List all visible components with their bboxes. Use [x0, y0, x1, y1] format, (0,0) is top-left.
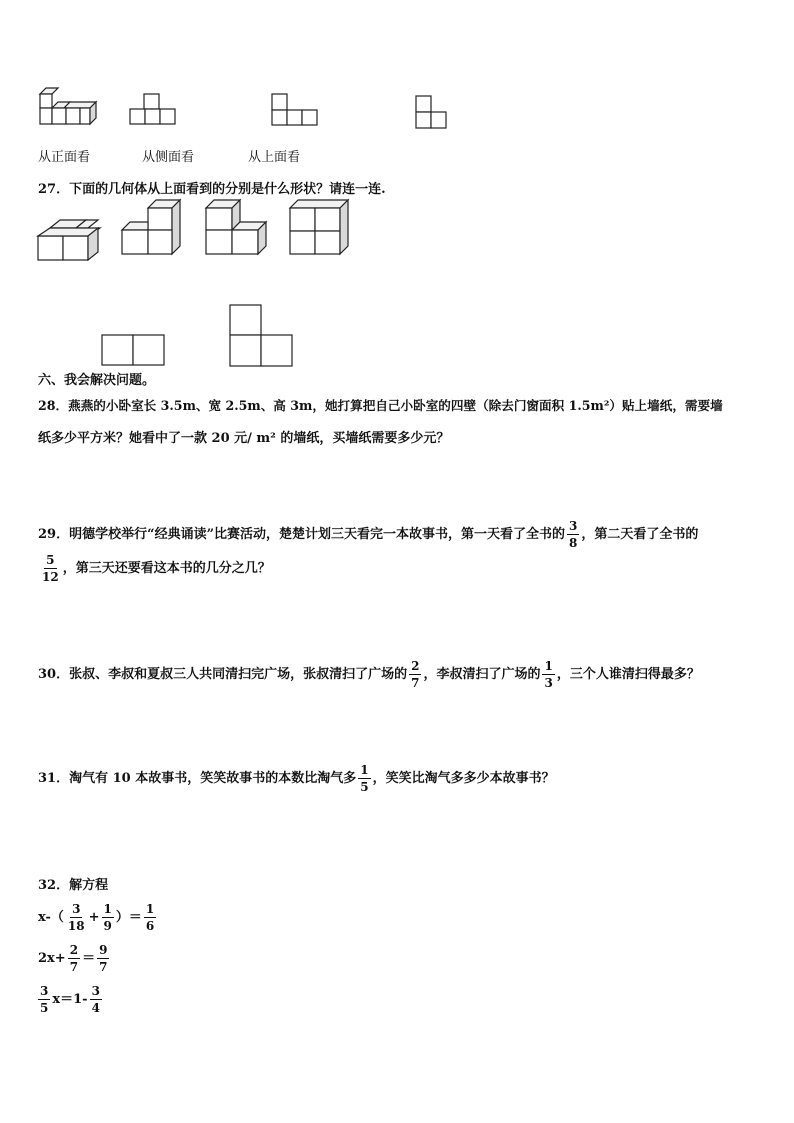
q27-text: 27．下面的几何体从上面看到的分别是什么形状？请连一连.	[38, 182, 386, 197]
top-view-figure	[272, 94, 322, 130]
q29-text-2: ，第二天看了全书的	[581, 527, 699, 542]
equation-2: 2x+ $\frac{2}{7}$ ＝ $\frac{9}{7}$	[38, 943, 108, 974]
view-label-front: 从正面看	[38, 150, 91, 165]
fraction: $\frac{1}{9}$	[103, 902, 112, 933]
q30-text-3: ，三个人谁清扫得最多？	[556, 667, 700, 682]
q28-line1: 28．燕燕的小卧室长 3.5m、宽 2.5m、高 3m，她打算把自己小卧室的四壁（除去门窗面积 1.5m²）贴上墙纸，需要墙	[38, 398, 723, 413]
fraction: $\frac{3}{4}$	[91, 984, 100, 1015]
fraction: $\frac{2}{7}$	[69, 943, 79, 974]
fraction: $\frac{3}{18}$	[67, 902, 85, 933]
view-label-side: 从侧面看	[142, 150, 195, 165]
fraction: $\frac{1}{5}$	[360, 763, 369, 794]
answer-shape-l-shape	[230, 305, 294, 369]
equation-1: x-（ $\frac{3}{18}$ + $\frac{1}{9}$ ）＝ $\frac{1}{6}$	[38, 902, 155, 933]
section-title: 六、我会解决问题。	[38, 373, 156, 388]
q30-text-1: 30．张叔、李叔和夏叔三人共同清扫完广场，张叔清扫了广场的	[38, 667, 408, 682]
equation-3: $\frac{3}{5}$ x＝1- $\frac{3}{4}$	[40, 984, 100, 1015]
answer-shape-two-squares	[102, 335, 166, 367]
q29-text-1: 29．明德学校举行“经典诵读”比赛活动，楚楚计划三天看完一本故事书，第一天看了全书的	[38, 527, 566, 542]
q29-text-3: ，第三天还要看这本书的几分之几？	[62, 561, 271, 576]
solid-figure-4	[290, 198, 354, 262]
view-label-top: 从上面看	[248, 150, 301, 165]
fraction: $\frac{3}{8}$	[569, 519, 578, 550]
fraction: $\frac{5}{12}$	[42, 553, 59, 584]
q31-text-1: 31．淘气有 10 本故事书，笑笑故事书的本数比淘气多	[38, 771, 357, 786]
q28-line2: 纸多少平方米？她看中了一款 20 元/ m² 的墙纸，买墙纸需要多少元？	[38, 431, 450, 446]
q29-line2	[38, 554, 271, 583]
answer-view-figure	[416, 96, 452, 132]
q32-title: 32．解方程	[38, 878, 109, 893]
q31-text-2: ，笑笑比淘气多多少本故事书？	[372, 771, 555, 786]
q29-line1	[38, 520, 698, 549]
side-view-figure	[130, 94, 180, 130]
fraction: $\frac{2}{7}$	[411, 659, 420, 690]
q30-text-2: ，李叔清扫了广场的	[423, 667, 541, 682]
fraction: $\frac{9}{7}$	[99, 943, 108, 974]
front-view-figure	[40, 88, 100, 128]
solid-figure-1	[38, 216, 102, 266]
q30-line	[38, 660, 700, 689]
fraction: $\frac{3}{5}$	[40, 984, 49, 1015]
fraction: $\frac{1}{3}$	[544, 659, 553, 690]
q31-line	[38, 764, 555, 793]
fraction: $\frac{1}{6}$	[145, 902, 155, 933]
solid-figure-3	[206, 198, 270, 262]
solid-figure-2	[122, 198, 186, 262]
